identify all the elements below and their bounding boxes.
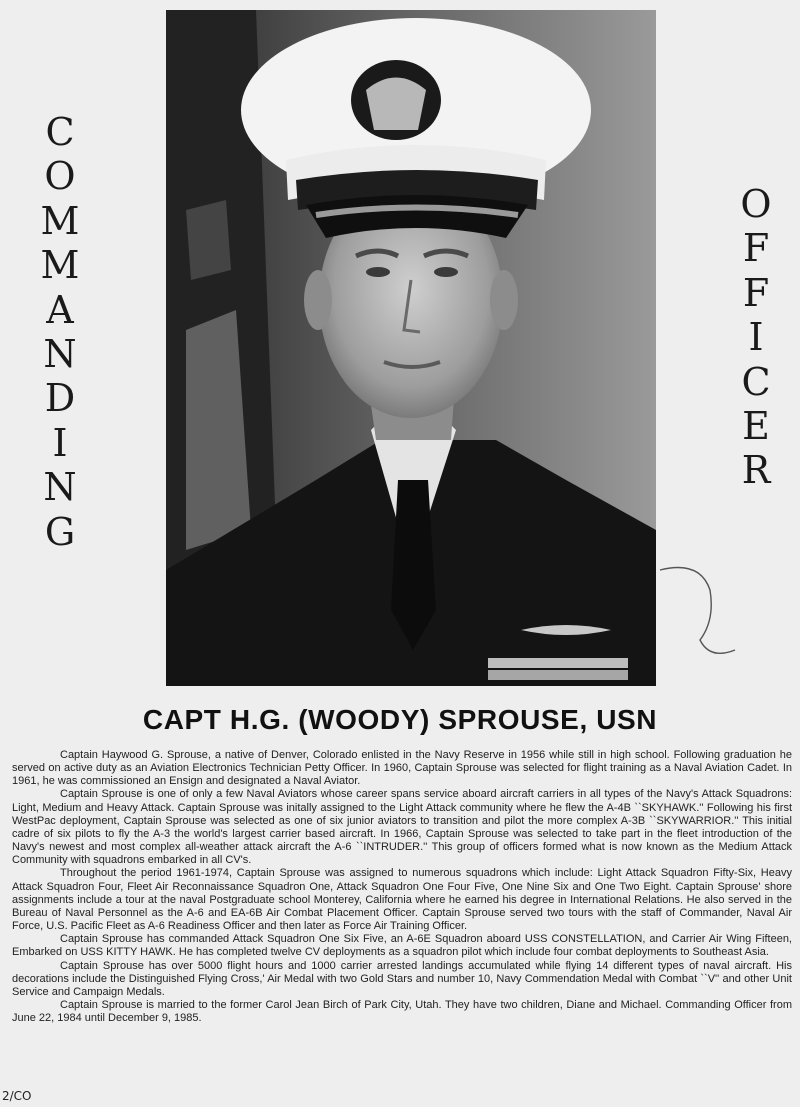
title-letter: D — [44, 376, 76, 421]
title-letter: N — [43, 465, 77, 510]
title-letter: M — [40, 198, 80, 243]
portrait-illustration — [166, 10, 656, 686]
title-letter: C — [45, 110, 75, 154]
bio-paragraph: Captain Sprouse has commanded Attack Squadron One Six Five, an A-6E Squadron aboard USS CONSTELLATION, and Carrier Air Wing Fifteen, Embarked on USS KITTY HAWK. He has completed twelve CV deployments as a squadron pilot which include four combat deployments to Southeast Asia. — [12, 933, 792, 959]
vertical-title-commanding — [40, 110, 80, 554]
title-letter: C — [741, 359, 771, 404]
bio-paragraph: Captain Haywood G. Sprouse, a native of Denver, Colorado enlisted in the Navy Reserve in 1956 while still in high school. Following graduation he served on active duty as an Aviation Electronics Technician Petty Officer. In 1960, Captain Sprouse was selected for flight training as a Naval Aviation Cadet. In 1961, he was commissioned an Ensign and designated a Naval Aviator. — [12, 749, 792, 788]
title-letter: R — [741, 448, 771, 493]
title-letter: F — [742, 270, 770, 315]
title-letter: I — [52, 420, 68, 465]
handwritten-pen-mark — [640, 550, 760, 670]
title-letter: F — [742, 226, 770, 271]
page-number: 2/CO — [2, 1089, 32, 1103]
bio-paragraph: Throughout the period 1961-1974, Captain Sprouse was assigned to numerous squadrons which include: Light Attack Squadron Fifty-Six, Heavy Attack Squadron Four, Fleet Air Reconnaissance Squadron One, Attack Squadron One Four Five, One Nine Six and One Two Eight. Captain Sprouse' shore assignments include a tour at the naval Postgraduate school Monterey, California where he earned his degree in International Relations. He also served in the Bureau of Naval Personnel as the A-6 and EA-6B Air Combat Placement Officer. Captain Sprouse served two tours with the staff of Commander, Naval Air Force, U.S. Pacific Fleet as A-6 Readiness Officer and then later as Force Air Training Officer. — [12, 867, 792, 933]
title-letter: N — [43, 332, 77, 377]
biography-text — [12, 749, 792, 1025]
title-letter: A — [46, 287, 74, 332]
title-letter: E — [742, 404, 770, 449]
title-letter: O — [44, 154, 76, 199]
officer-portrait — [166, 10, 656, 686]
title-letter: G — [44, 509, 76, 554]
vertical-title-officer — [736, 182, 776, 493]
bio-paragraph: Captain Sprouse has over 5000 flight hours and 1000 carrier arrested landings accumulated while flying 14 different types of naval aircraft. His decorations include the Distinguished Flying Cross,' Air Medal with two Gold Stars and number 10, Navy Commendation Medal with Combat ``V'' and other Unit Service and Campaign Medals. — [12, 959, 792, 998]
officer-name-heading: CAPT H.G. (WOODY) SPROUSE, USN — [142, 704, 658, 735]
bio-paragraph: Captain Sprouse is married to the former Carol Jean Birch of Park City, Utah. They have two children, Diane and Michael. Commanding Officer from June 22, 1984 until December 9, 1985. — [12, 998, 792, 1025]
title-letter: O — [740, 182, 772, 226]
bio-paragraph: Captain Sprouse is one of only a few Naval Aviators whose career spans service aboard aircraft carriers in all types of the Navy's Attack Squadrons: Light, Medium and Heavy Attack. Captain Sprouse was initally assigned to the Light Attack community where he flew the A-4B ``SKYHAWK.'' Following his first WestPac deployment, Captain Sprouse was selected as one of six junior aviators to transition and pilot the more complex A-3B ``SKYWARRIOR.'' This initial cadre of six pilots to fly the A-3 the world's largest carrier based aircraft. In 1966, Captain Sprouse was selected to take part in the fleet introduction of the Navy's newest and most complex all-weather attack aircraft the A-6 ``INTRUDER.'' This group of officers formed what is now known as the Medium Attack Community with squadrons embarked in all CV's. — [12, 788, 792, 867]
title-letter: M — [40, 243, 80, 288]
title-letter: I — [748, 315, 764, 360]
